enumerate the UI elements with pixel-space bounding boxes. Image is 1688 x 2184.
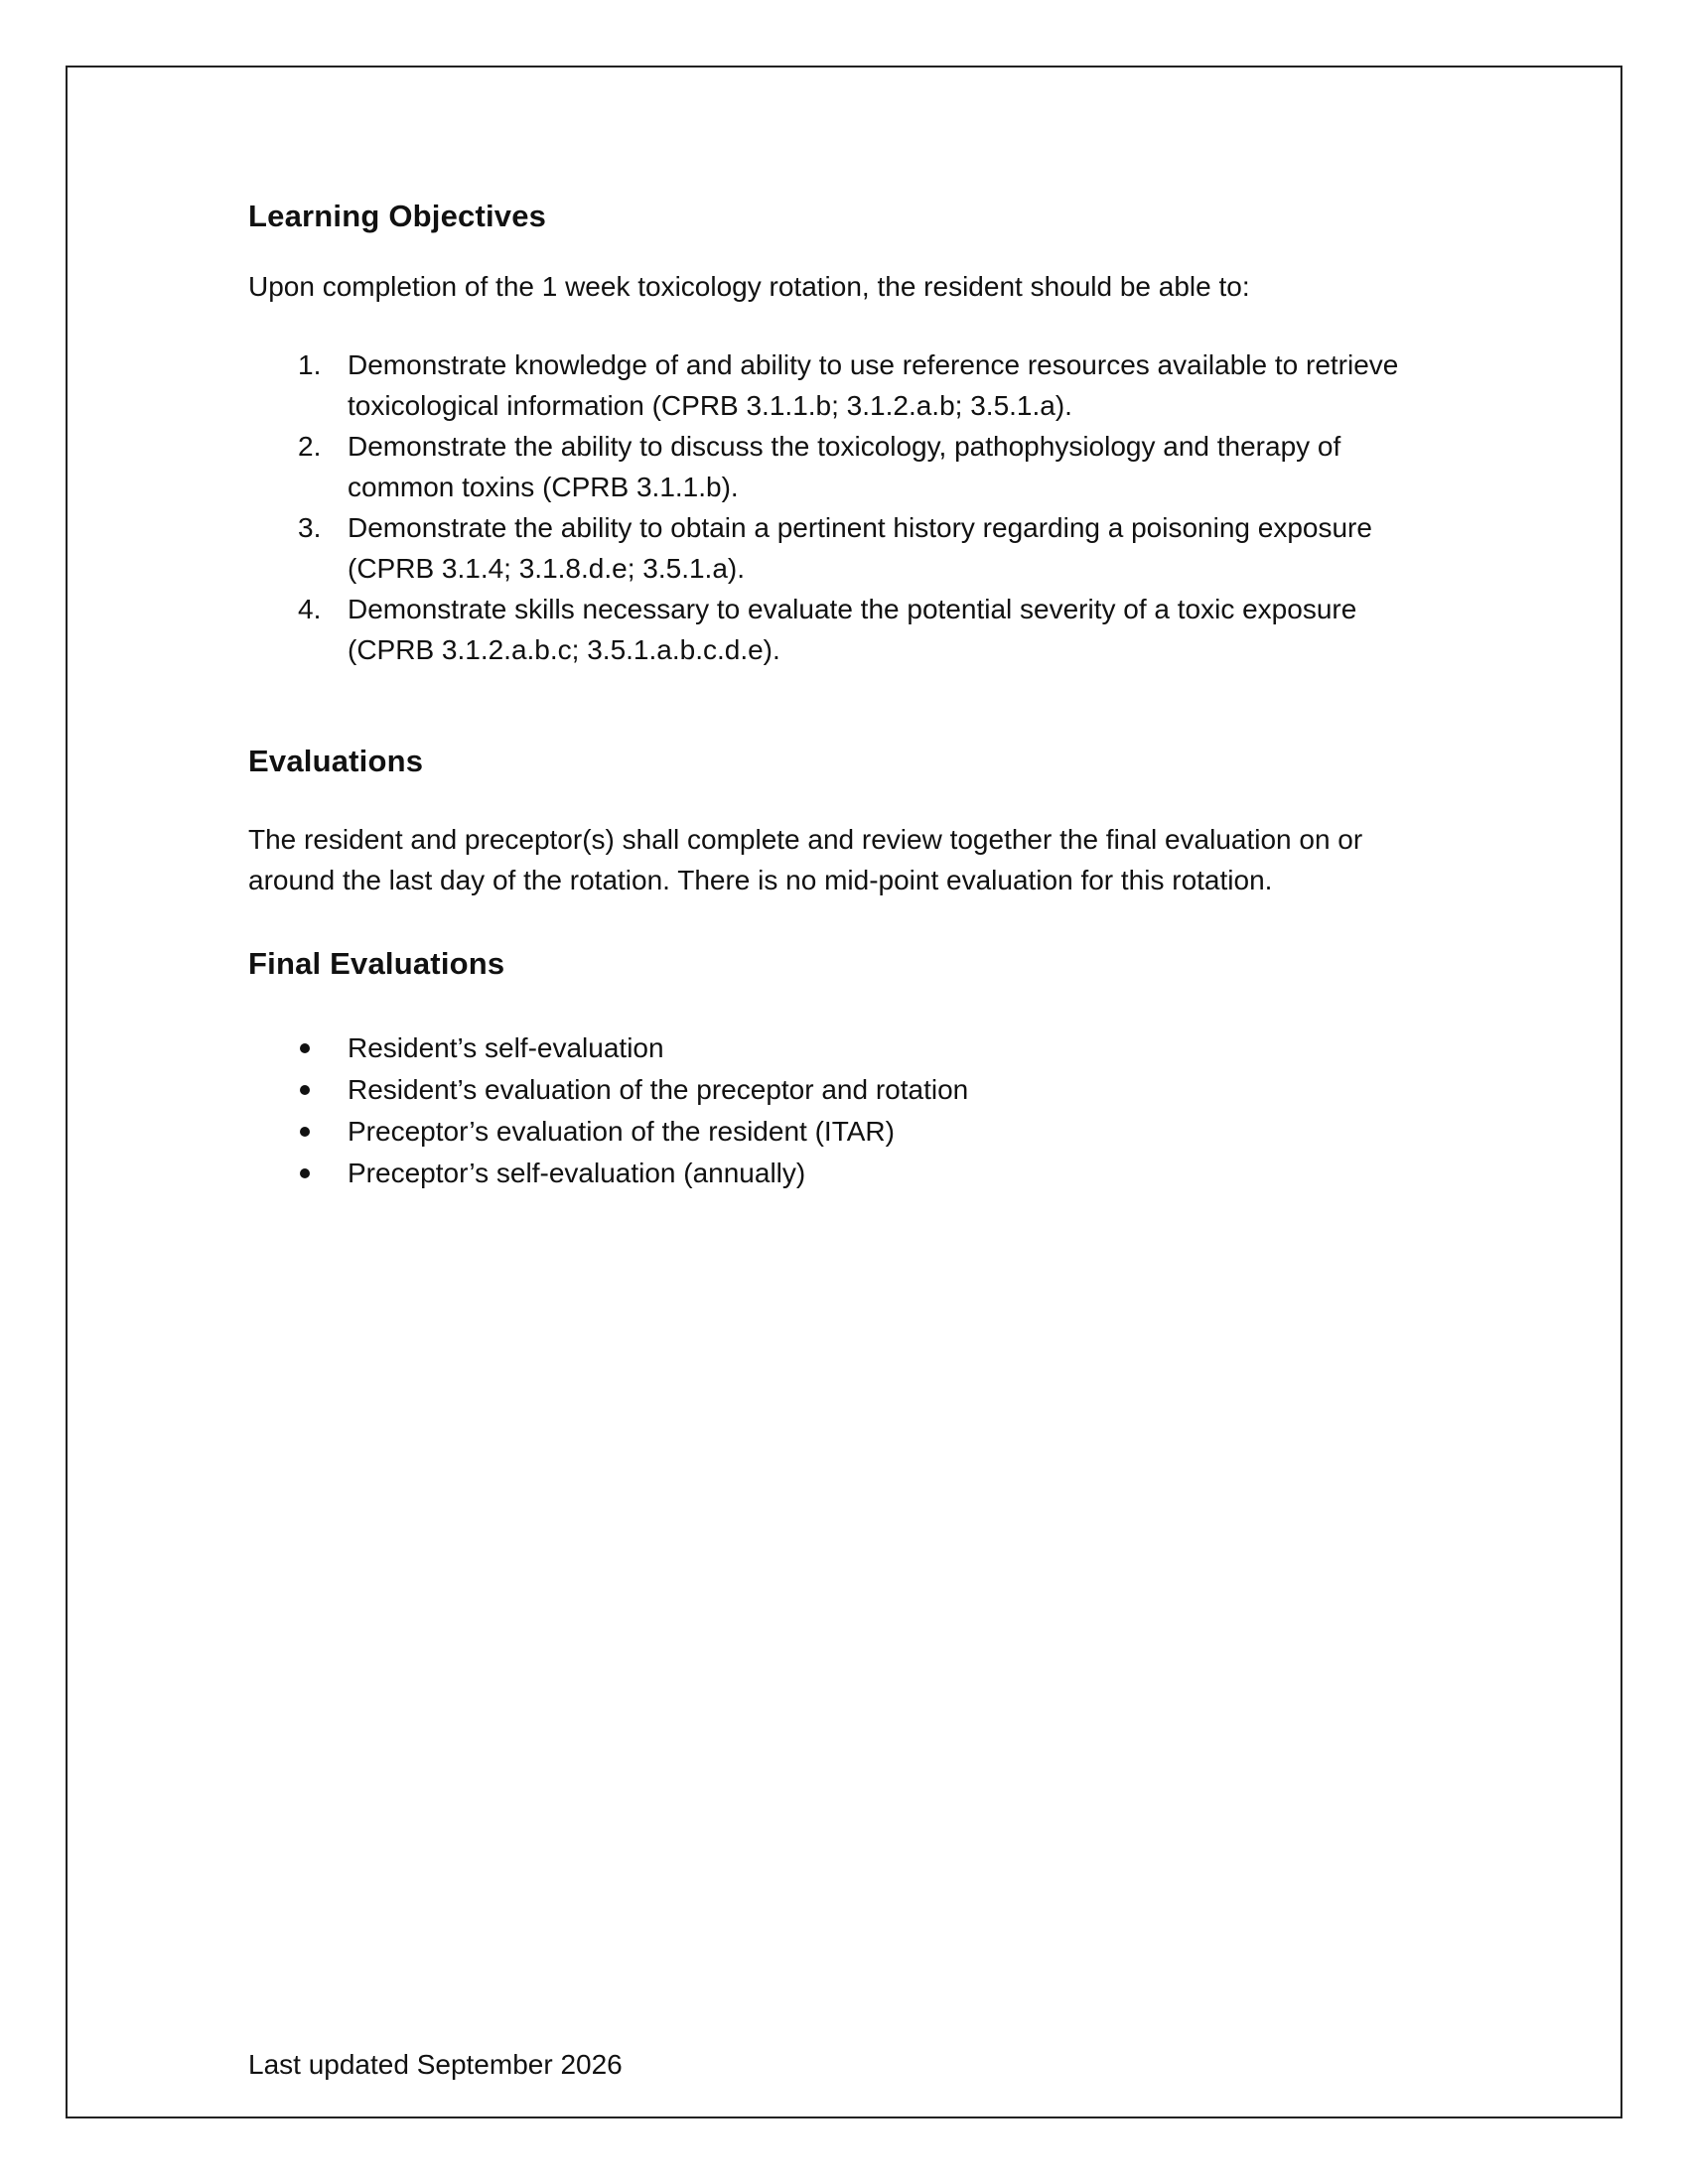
objective-number: 2.: [298, 431, 322, 462]
final-evaluation-text: Preceptor’s self-evaluation (annually): [348, 1158, 806, 1188]
learning-objectives-heading: Learning Objectives: [248, 199, 547, 233]
objective-number: 3.: [298, 512, 322, 543]
objective-number: 4.: [298, 594, 322, 624]
final-evaluation-item-4: [248, 1153, 1440, 1194]
final-evaluation-text: Resident’s evaluation of the preceptor and rotation: [348, 1074, 969, 1105]
objective-item-3: [248, 507, 1440, 589]
bullet-icon: [248, 1111, 348, 1153]
bullet-icon: [248, 1027, 348, 1069]
bullet-icon: [248, 1153, 348, 1194]
objectives-list: [248, 344, 1440, 670]
last-updated-footer: Last updated September 2026: [248, 2049, 623, 2080]
objective-text: Demonstrate the ability to discuss the toxicology, pathophysiology and therapy of common toxins (CPRB 3.1.1.b).: [348, 431, 1341, 502]
document-body: [248, 195, 1440, 1194]
learning-objectives-intro: Upon completion of the 1 week toxicology rotation, the resident should be able to:: [248, 271, 1250, 302]
final-evaluation-item-3: [248, 1111, 1440, 1153]
final-evaluation-text: Resident’s self-evaluation: [348, 1032, 664, 1063]
objective-item-1: [248, 344, 1440, 426]
bullet-icon: [248, 1069, 348, 1111]
objective-text: Demonstrate skills necessary to evaluate the potential severity of a toxic exposure (CPRB 3.1.2.a.b.c; 3.5.1.a.b.c.d.e).: [348, 594, 1357, 665]
evaluations-text: The resident and preceptor(s) shall complete and review together the final evaluation on or around the last day of the rotation. There is no mid-point evaluation for this rotation.: [248, 824, 1363, 895]
final-evaluations-list: [248, 1027, 1440, 1194]
objective-item-2: [248, 426, 1440, 507]
evaluations-heading: Evaluations: [248, 744, 424, 778]
objective-text: Demonstrate the ability to obtain a pertinent history regarding a poisoning exposure (CPRB 3.1.4; 3.1.8.d.e; 3.5.1.a).: [348, 512, 1372, 584]
objective-number: 1.: [298, 349, 322, 380]
objective-text: Demonstrate knowledge of and ability to use reference resources available to retrieve toxicological information (CPRB 3.1.1.b; 3.1.2.a.b; 3.5.1.a).: [348, 349, 1399, 421]
objective-item-4: [248, 589, 1440, 670]
final-evaluation-item-2: [248, 1069, 1440, 1111]
final-evaluation-item-1: [248, 1027, 1440, 1069]
final-evaluation-text: Preceptor’s evaluation of the resident (ITAR): [348, 1116, 895, 1147]
final-evaluations-heading: Final Evaluations: [248, 946, 505, 981]
